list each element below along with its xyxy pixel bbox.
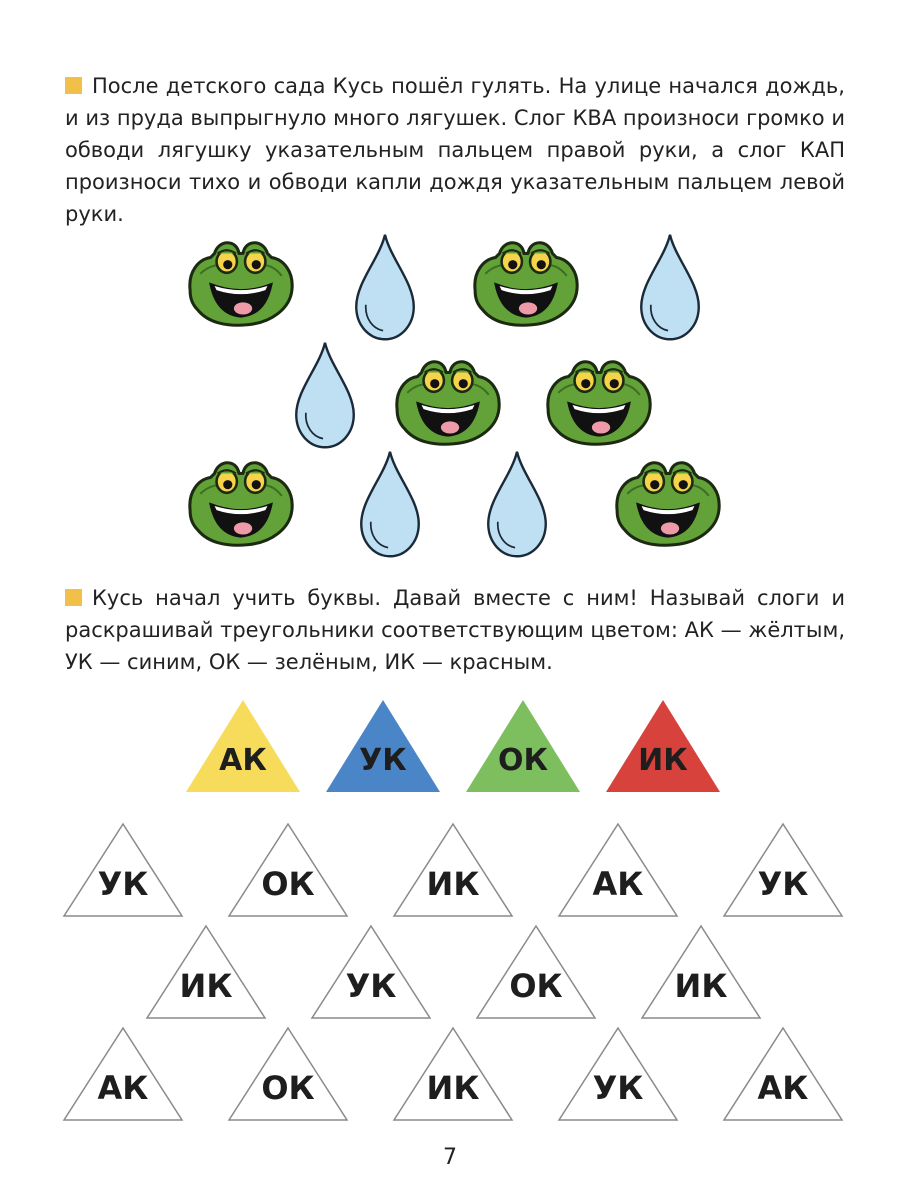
raindrop-icon[interactable] <box>296 343 354 447</box>
frog-icon[interactable] <box>397 362 499 444</box>
legend-label-ak: АК <box>219 743 267 778</box>
triangle-syllable: ОК <box>261 865 315 903</box>
triangle-syllable: УК <box>97 865 149 903</box>
triangle-syllable: АК <box>592 865 644 903</box>
triangle-syllable: АК <box>757 1069 809 1107</box>
color-legend <box>186 700 720 792</box>
triangle-syllable: УК <box>345 967 397 1005</box>
coloring-triangles <box>64 824 842 1120</box>
legend-label-ik: ИК <box>638 743 688 778</box>
triangle-syllable: ИК <box>426 1069 480 1107</box>
frog-icon[interactable] <box>548 362 650 444</box>
frog-icon[interactable] <box>475 243 577 325</box>
triangle-syllable: ИК <box>674 967 728 1005</box>
raindrop-icon[interactable] <box>641 235 699 339</box>
raindrop-icon[interactable] <box>356 235 414 339</box>
task-1-text: После детского сада Кусь пошёл гулять. На улице начался дождь, и из пруда выпрыгнуло много лягушек. Слог КВА произноси громко и обводи лягушку указательным пальцем правой руки, а слог КАП произноси тихо и обводи капли дождя указательным пальцем левой руки. <box>65 74 845 226</box>
triangle-syllable: ИК <box>179 967 233 1005</box>
triangle-syllable: ОК <box>509 967 563 1005</box>
frog-and-drop-grid <box>190 235 719 556</box>
triangle-syllable: УК <box>757 865 809 903</box>
triangle-syllable: АК <box>97 1069 149 1107</box>
frog-icon[interactable] <box>617 463 719 545</box>
triangle-syllable: УК <box>592 1069 644 1107</box>
triangle-syllable: ОК <box>261 1069 315 1107</box>
raindrop-icon[interactable] <box>488 452 546 556</box>
frog-icon[interactable] <box>190 243 292 325</box>
triangle-syllable: ИК <box>426 865 480 903</box>
frog-icon[interactable] <box>190 463 292 545</box>
raindrop-icon[interactable] <box>361 452 419 556</box>
legend-label-ok: ОК <box>497 743 549 778</box>
page-number: 7 <box>443 1145 457 1170</box>
legend-label-uk: УК <box>359 743 407 778</box>
task-2-text: Кусь начал учить буквы. Давай вместе с ним! Называй слоги и раскрашивай треугольники соответствующим цветом: АК — жёлтым, УК — синим, ОК — зелёным, ИК — красным. <box>65 586 845 674</box>
